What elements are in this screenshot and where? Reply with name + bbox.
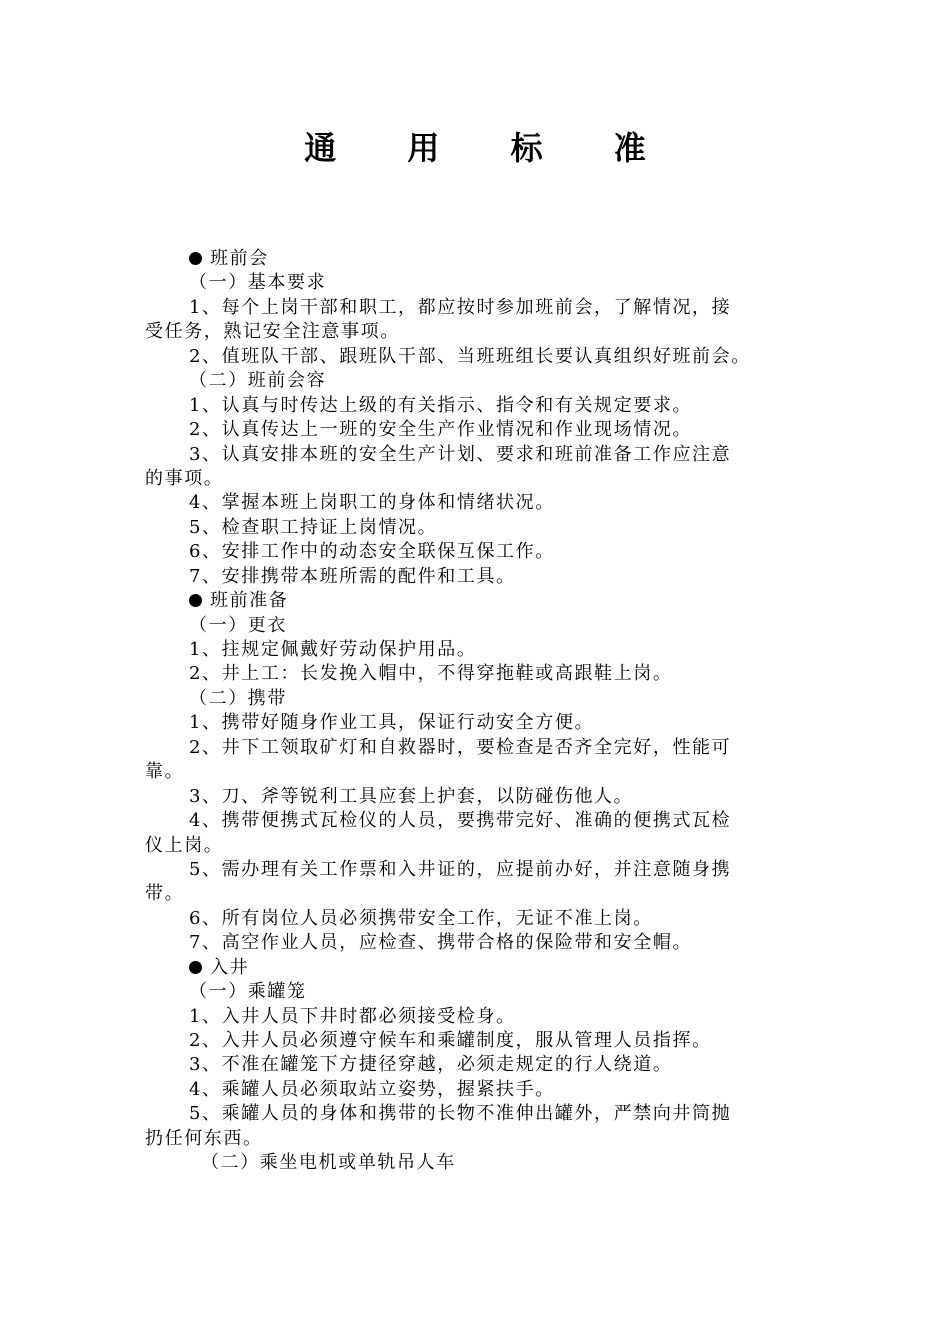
paragraph-line: 3、认真安排本班的安全生产计划、要求和班前准备工作应注意 <box>189 443 732 465</box>
paragraph-line: 6、所有岗位人员必须携带安全工作，无证不准上岗。 <box>189 907 653 929</box>
subsection-heading: （一）更衣 <box>189 614 287 636</box>
section-heading: 班前准备 <box>145 589 825 613</box>
paragraph-line: 5、需办理有关工作票和入井证的，应提前办好，并注意随身携 <box>189 858 732 880</box>
paragraph-line: 5、乘罐人员的身体和携带的长物不准伸出罐外，严禁向井筒抛 <box>189 1103 732 1125</box>
bullet-icon <box>189 252 202 265</box>
paragraph-line: 的事项。 <box>145 467 224 489</box>
paragraph-line: 3、刀、斧等锐利工具应套上护套，以防碰伤他人。 <box>189 785 634 807</box>
paragraph-line: 6、安排工作中的动态安全联保互保工作。 <box>189 541 555 563</box>
subsection-heading: （一）基本要求 <box>189 272 327 294</box>
section-heading: 班前会 <box>145 247 825 271</box>
paragraph-line: 2、入井人员必须遵守候车和乘罐制度，服从管理人员指挥。 <box>189 1030 712 1051</box>
subsection-heading: （一）乘罐笼 <box>189 981 307 1003</box>
paragraph-line: 仪上岗。 <box>145 834 224 856</box>
paragraph-line: 4、乘罐人员必须取站立姿势，握紧扶手。 <box>189 1078 555 1100</box>
section-heading: 入井 <box>145 956 825 980</box>
paragraph-line: 受任务，熟记安全注意事项。 <box>145 321 400 343</box>
paragraph-line: 1、入井人员下井时都必须接受检身。 <box>189 1005 516 1027</box>
bullet-icon <box>189 594 202 607</box>
paragraph-line: 4、掌握本班上岗职工的身体和情绪状况。 <box>189 492 555 514</box>
subsection-heading: （二）携带 <box>189 687 287 709</box>
paragraph-line: 7、高空作业人员，应检查、携带合格的保险带和安全帽。 <box>189 932 693 954</box>
subsection-heading: （二）乘坐电机或单轨吊人车 <box>201 1152 456 1174</box>
paragraph-line: 1、携带好随身作业工具，保证行动安全方便。 <box>189 712 595 734</box>
paragraph-line: 3、不准在罐笼下方捷径穿越，必须走规定的行人绕道。 <box>189 1054 673 1076</box>
paragraph-line: 靠。 <box>145 761 185 783</box>
paragraph-line: 2、认真传达上一班的安全生产作业情况和作业现场情况。 <box>189 419 693 441</box>
paragraph-line: 1、认真与时传达上级的有关指示、指令和有关规定要求。 <box>189 394 693 416</box>
paragraph-line: 7、安排携带本班所需的配件和工具。 <box>189 565 516 587</box>
bullet-icon <box>189 961 202 974</box>
paragraph-line: 2、井上工：长发挽入帽中，不得穿拖鞋或高跟鞋上岗。 <box>189 663 673 685</box>
paragraph-line: 扔任何东西。 <box>145 1127 263 1149</box>
paragraph-line: 1、拄规定佩戴好劳动保护用品。 <box>189 639 477 660</box>
page-title: 通 用 标 准 <box>304 129 676 167</box>
paragraph-line: 5、检查职工持证上岗情况。 <box>189 516 438 538</box>
paragraph-line: 2、值班队干部、跟班队干部、当班班组长要认真组织好班前会。 <box>189 345 751 367</box>
subsection-heading: （二）班前会容 <box>189 370 327 392</box>
paragraph-line: 带。 <box>145 883 185 905</box>
paragraph-line: 2、井下工领取矿灯和自救器时，要检查是否齐全完好，性能可 <box>189 736 732 758</box>
paragraph-line: 4、携带便携式瓦检仪的人员，要携带完好、准确的便携式瓦检 <box>189 810 732 832</box>
paragraph-line: 1、每个上岗干部和职工，都应按时参加班前会，了解情况，接 <box>189 296 732 318</box>
document-body <box>145 247 825 1176</box>
